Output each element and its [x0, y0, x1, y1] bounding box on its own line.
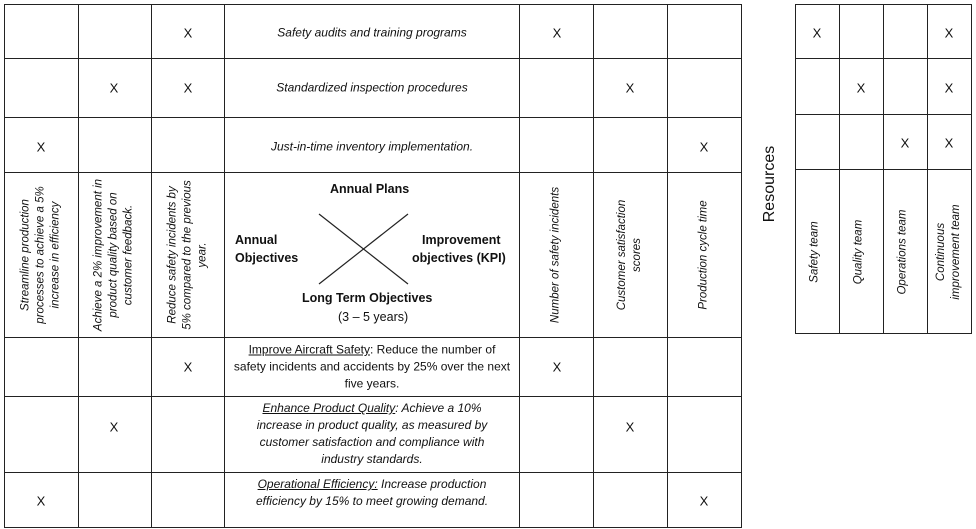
annual-objective-2: Achieve a 2% improvement in product quality based on customer feedback. — [92, 178, 135, 332]
mark: X — [625, 80, 635, 96]
resources-label: Resources — [761, 145, 778, 223]
kpi-2: Customer satisfaction scores — [616, 199, 643, 311]
mark: X — [183, 25, 193, 41]
long-term-objective-2: Enhance Product Quality: Achieve a 10% increase in product quality, as measured by customer satisfaction and compliance with industry standards. — [256, 401, 488, 466]
mark: X — [36, 139, 46, 155]
mark: X — [900, 135, 910, 151]
long-term-objective-1: Improve Aircraft Safety: Reduce the number of safety incidents and accidents by 25% over the next five years. — [233, 342, 511, 391]
annual-plan-1: Safety audits and training programs — [277, 25, 467, 40]
center-right-label-1: Improvement — [422, 233, 501, 247]
mark: X — [944, 25, 954, 41]
center-left-label-1: Annual — [235, 233, 278, 247]
annual-objective-1: Streamline production processes to achieve a 5% increase in efficiency — [19, 186, 62, 324]
mark: X — [812, 25, 822, 41]
annual-plan-2: Standardized inspection procedures — [276, 80, 468, 95]
kpi-1: Number of safety incidents — [549, 186, 562, 324]
center-bottom-label-2: (3 – 5 years) — [338, 310, 409, 324]
mark: X — [625, 419, 635, 435]
mark: X — [552, 25, 562, 41]
kpi-3: Production cycle time — [697, 200, 710, 310]
annual-objective-3: Reduce safety incidents by 5% compared to the previous year. — [166, 180, 209, 330]
mark: X — [699, 139, 709, 155]
annual-plan-3: Just-in-time inventory implementation. — [270, 139, 474, 154]
mark: X — [36, 493, 46, 509]
long-term-objective-3: Operational Efficiency: Increase production efficiency by 15% to meet growing demand. — [255, 477, 489, 508]
mark: X — [552, 359, 562, 375]
mark: X — [856, 80, 866, 96]
center-left-label-2: Objectives — [235, 251, 299, 265]
mark: X — [109, 80, 119, 96]
resource-continuous-improvement-team: Continuous improvement team — [935, 204, 962, 300]
mark: X — [699, 493, 709, 509]
resource-operations-team: Operations team — [896, 209, 909, 295]
center-right-label-2: objectives (KPI) — [412, 251, 506, 265]
mark: X — [183, 359, 193, 375]
mark: X — [109, 419, 119, 435]
resource-safety-team: Safety team — [808, 221, 821, 283]
mark: X — [944, 135, 954, 151]
center-bottom-label-1: Long Term Objectives — [302, 291, 433, 305]
mark: X — [183, 80, 193, 96]
center-top-label: Annual Plans — [330, 182, 410, 196]
mark: X — [944, 80, 954, 96]
resource-quality-team: Quality team — [852, 219, 865, 285]
